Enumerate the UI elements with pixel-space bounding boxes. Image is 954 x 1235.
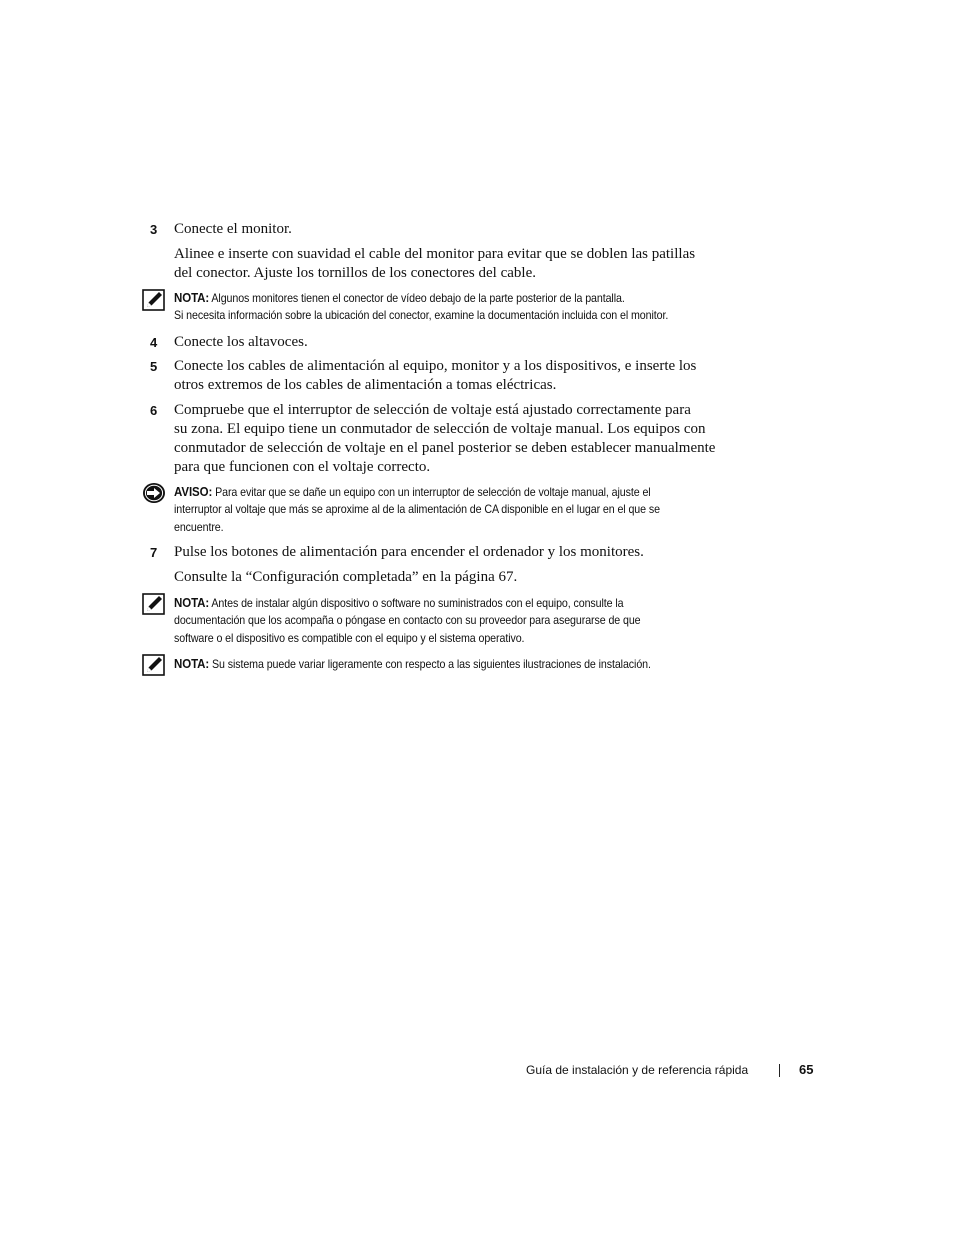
- note-text-line: Algunos monitores tienen el conector de vídeo debajo de la parte posterior de la pantalla.: [211, 292, 625, 305]
- pencil-note-icon: [142, 593, 166, 615]
- footer-title: Guía de instalación y de referencia rápida: [526, 1063, 749, 1077]
- step-number: 7: [150, 545, 158, 560]
- note-text-line: software o el dispositivo es compatible con el equipo y el sistema operativo.: [174, 631, 525, 645]
- note-text-line: documentación que los acompaña o póngase en contacto con su proveedor para asegurarse de que: [174, 614, 641, 628]
- step-number: 4: [150, 335, 158, 350]
- note-text-line: Para evitar que se dañe un equipo con un interruptor de selección de voltaje manual, ajuste el: [215, 486, 651, 499]
- pencil-note-icon: [142, 654, 166, 676]
- note-text-line: Su sistema puede variar ligeramente con respecto a las siguientes ilustraciones de instalación.: [211, 658, 651, 671]
- step-text-line: para que funcionen con el voltaje correcto.: [174, 459, 431, 475]
- step-text-line: Alinee e inserte con suavidad el cable del monitor para evitar que se doblen las patillas: [174, 246, 696, 262]
- step-text-line: Pulse los botones de alimentación para encender el ordenador y los monitores.: [174, 544, 644, 560]
- notice-arrow-icon: [142, 482, 166, 504]
- note-label: NOTA:: [174, 657, 210, 671]
- note-label: NOTA:: [174, 291, 210, 305]
- note-text-line: Si necesita información sobre la ubicación del conector, examine la documentación incluida con el monitor.: [174, 309, 669, 323]
- step-text-line: del conector. Ajuste los tornillos de los conectores del cable.: [174, 265, 536, 281]
- step-text-line: Conecte los cables de alimentación al equipo, monitor y a los dispositivos, e inserte los: [174, 358, 697, 374]
- step-number: 5: [150, 359, 158, 374]
- page-number: 65: [799, 1062, 814, 1077]
- step-number: 6: [150, 403, 158, 418]
- step-text-line: Consulte la “Configuración completada” en la página 67.: [174, 569, 518, 585]
- step-text-line: Conecte el monitor.: [174, 221, 292, 237]
- pencil-note-icon: [142, 289, 166, 311]
- step-text-line: Conecte los altavoces.: [174, 334, 308, 350]
- step-number: 3: [150, 222, 158, 237]
- note-text-line: Antes de instalar algún dispositivo o software no suministrados con el equipo, consulte la: [211, 597, 624, 610]
- step-text-line: conmutador de selección de voltaje en el panel posterior se deben establecer manualmente: [174, 440, 716, 456]
- note-text-line: encuentre.: [174, 520, 224, 534]
- step-text-line: otros extremos de los cables de alimentación a tomas eléctricas.: [174, 377, 557, 393]
- step-text-line: Compruebe que el interruptor de selección de voltaje está ajustado correctamente para: [174, 402, 691, 418]
- notice-label: AVISO:: [174, 485, 213, 499]
- note-label: NOTA:: [174, 596, 210, 610]
- step-text-line: su zona. El equipo tiene un conmutador de selección de voltaje manual. Los equipos con: [174, 421, 706, 437]
- note-text-line: interruptor al voltaje que más se aproxime al de la alimentación de CA disponible en el lugar en el que se: [174, 503, 660, 517]
- footer-separator: [779, 1064, 780, 1077]
